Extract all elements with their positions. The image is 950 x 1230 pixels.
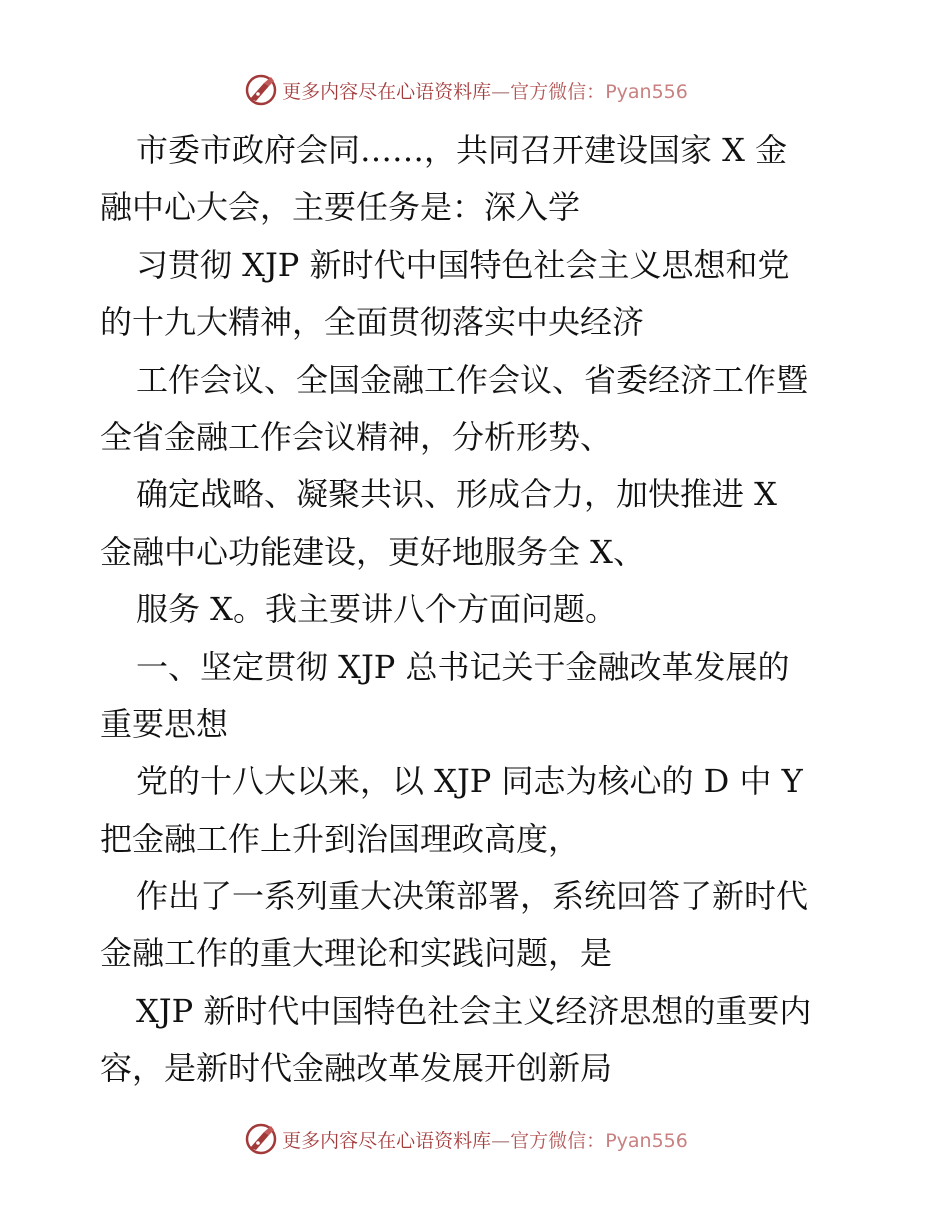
body-text-line: XJP 新时代中国特色社会主义经济思想的重要内: [136, 991, 812, 1030]
body-text-line: 党的十八大以来，以 XJP 同志为核心的 D 中 Y: [136, 762, 803, 801]
body-text-line: 的十九大精神，全面贯彻落实中央经济: [100, 303, 645, 342]
body-text-line: 工作会议、全国金融工作会议、省委经济工作暨: [136, 360, 809, 399]
watermark-text: [282, 1126, 688, 1153]
header-watermark: [0, 72, 950, 108]
watermark-wechat-label: 官方微信：: [510, 1129, 606, 1152]
body-text-line: 金融中心功能建设，更好地服务全 X、: [100, 532, 645, 571]
watermark-dash: —: [491, 1129, 511, 1152]
pen-nib-circle-icon: [244, 1122, 278, 1156]
watermark-wechat-label: 官方微信：: [510, 80, 606, 103]
watermark-text: [282, 77, 688, 104]
document-body: [100, 122, 860, 1098]
body-text-line: 全省金融工作会议精神，分析形势、: [100, 417, 613, 456]
pen-nib-circle-icon: [244, 73, 278, 107]
body-text-line: 容，是新时代金融改革发展开创新局: [100, 1049, 613, 1088]
body-text-line: 作出了一系列重大决策部署，系统回答了新时代: [136, 877, 809, 916]
footer-watermark: [0, 1121, 950, 1157]
body-text-line: 金融工作的重大理论和实践问题，是: [100, 934, 613, 973]
watermark-site-text: 更多内容尽在心语资料库: [282, 80, 492, 103]
body-text-line: 融中心大会，主要任务是：深入学: [100, 188, 581, 227]
body-text-line: 服务 X。我主要讲八个方面问题。: [136, 590, 617, 629]
body-text-line: 重要思想: [100, 704, 229, 743]
watermark-account: Pyan556: [605, 80, 688, 103]
body-text-line: 习贯彻 XJP 新时代中国特色社会主义思想和党: [136, 245, 790, 284]
body-text-line: 一、坚定贯彻 XJP 总书记关于金融改革发展的: [136, 647, 790, 686]
body-text-line: 把金融工作上升到治国理政高度，: [100, 819, 581, 858]
watermark-dash: —: [491, 80, 511, 103]
body-text-line: 市委市政府会同……，共同召开建设国家 X 金: [136, 131, 788, 169]
watermark-site-text: 更多内容尽在心语资料库: [282, 1129, 492, 1152]
body-text-line: 确定战略、凝聚共识、形成合力，加快推进 X: [136, 475, 777, 514]
watermark-account: Pyan556: [605, 1129, 688, 1152]
